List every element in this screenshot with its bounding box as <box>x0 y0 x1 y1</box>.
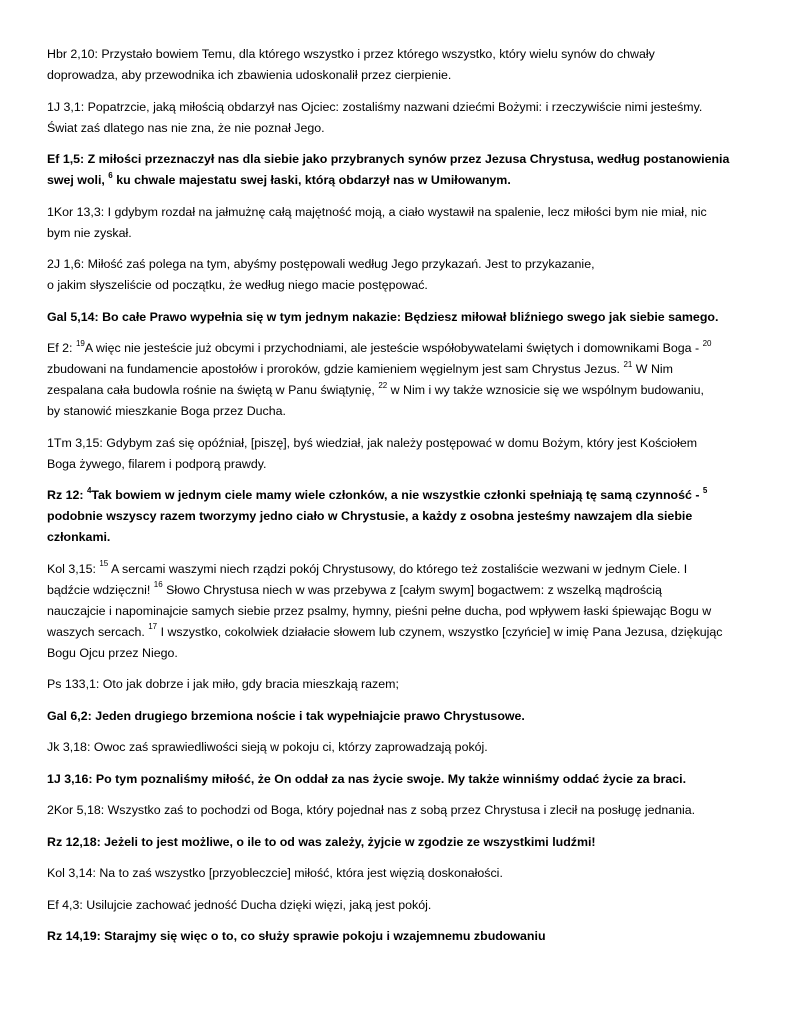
verse-line <box>47 65 762 86</box>
verse-text: Jk 3,18: Owoc zaś sprawiedliwości sieją w pokoju ci, którzy zaprowadzają pokój. <box>47 740 488 754</box>
verse-text: I wszystko, cokolwiek działacie słowem lub czynem, wszystko [czyńcie] w imię Pana Jezusa, dziękując <box>157 624 723 639</box>
verse-line <box>47 254 762 275</box>
verse-text: 1Tm 3,15: Gdybym zaś się opóźniał, [piszę], byś wiedział, jak należy postępować w domu Bożym, który jest Kościołem <box>47 435 698 450</box>
verse-line <box>47 737 762 758</box>
verse-text: doprowadza, aby przewodnika ich zbawienia udoskonalił przez cierpienie. <box>47 68 452 82</box>
verse-text: Kol 3,14: Na to zaś wszystko [przyobleczcie] miłość, która jest więzią doskonałości. <box>47 866 503 880</box>
verse-line <box>47 118 762 139</box>
verse-line <box>47 559 762 580</box>
verse-paragraph-ps-133-1 <box>47 674 762 695</box>
verse-line <box>47 97 762 118</box>
verse-line <box>47 307 762 328</box>
verse-text: A sercami waszymi niech rządzi pokój Chrystusowy, do którego też zostaliście wezwani w jednym Ciele. I <box>108 561 688 576</box>
verse-paragraph-rz-12 <box>47 485 762 548</box>
verse-text: ku chwale majestatu swej łaski, którą obdarzył nas w Umiłowanym. <box>112 173 511 187</box>
verse-text: Świat zaś dlatego nas nie zna, że nie poznał Jego. <box>47 120 325 135</box>
verse-line <box>47 674 762 695</box>
verse-paragraph-1j-3-16 <box>47 769 762 790</box>
verse-paragraph-1kor-13-3 <box>47 202 762 244</box>
verse-line <box>47 643 762 664</box>
verse-paragraph-2j-1-6 <box>47 254 762 296</box>
verse-text: Boga żywego, filarem i podporą prawdy. <box>47 456 267 471</box>
verse-text: Ps 133,1: Oto jak dobrze i jak miło, gdy bracia mieszkają razem; <box>47 677 399 691</box>
verse-line <box>47 202 762 223</box>
verse-line <box>47 622 762 643</box>
verse-paragraph-ef-1-5 <box>47 149 762 191</box>
verse-paragraph-kol-3-15 <box>47 559 762 664</box>
verse-line <box>47 506 762 527</box>
verse-text: 1J 3,1: Popatrzcie, jaką miłością obdarzył nas Ojciec: zostaliśmy nazwani dziećmi Bożymi: i rzeczywiście nimi jesteśmy. <box>47 99 703 114</box>
verse-line <box>47 275 762 296</box>
verse-text: Rz 12: <box>47 488 87 502</box>
verse-line <box>47 44 762 65</box>
verse-number: 15 <box>99 559 109 569</box>
verse-text: swej woli, <box>47 173 109 187</box>
verse-text: Rz 14,19: Starajmy się więc o to, co służy sprawie pokoju i wzajemnemu zbudowaniu <box>47 929 546 943</box>
verse-line <box>47 769 762 790</box>
verse-paragraph-1tm-3-15 <box>47 433 762 475</box>
verse-number: 6 <box>108 170 113 180</box>
verse-text: Hbr 2,10: Przystało bowiem Temu, dla którego wszystko i przez którego wszystko, który wielu synów do chwały <box>47 47 655 61</box>
verse-line <box>47 800 762 821</box>
verse-line <box>47 926 762 947</box>
verse-text: podobnie wszyscy razem tworzymy jedno ciało w Chrystusie, a każdy z osobna jesteśmy nawzajem dla siebie <box>47 509 693 523</box>
verse-line <box>47 527 762 548</box>
verse-number: 16 <box>153 580 163 590</box>
verse-paragraph-ef-4-3 <box>47 895 762 916</box>
verse-line <box>47 895 762 916</box>
verse-text: waszych sercach. <box>47 624 149 639</box>
verse-text: Ef 2: <box>47 341 76 355</box>
verse-line <box>47 601 762 622</box>
verse-text: 2J 1,6: Miłość zaś polega na tym, abyśmy postępowali według Jego przykazań. Jest to przykazanie, <box>47 257 595 271</box>
verse-paragraph-ef-2 <box>47 338 762 422</box>
verse-paragraph-jk-3-18 <box>47 737 762 758</box>
verse-text: zespalana cała budowla rośnie na świętą w Panu świątynię, <box>47 383 379 397</box>
verse-line <box>47 485 762 506</box>
verse-text: W Nim <box>632 362 673 376</box>
verse-text: o jakim słyszeliście od początku, że według niego macie postępować. <box>47 278 428 292</box>
verse-paragraph-kol-3-14 <box>47 863 762 884</box>
verse-text: Tak bowiem w jednym ciele mamy wiele członków, a nie wszystkie członki spełniają tę samą czynność - <box>91 488 703 502</box>
verse-text: Gal 5,14: Bo całe Prawo wypełnia się w tym jednym nakazie: Będziesz miłował bliźniego swego jak siebie samego. <box>47 309 719 324</box>
verse-text: zbudowani na fundamencie apostołów i proroków, gdzie kamieniem węgielnym jest sam Chrystus Jezus. <box>47 362 624 376</box>
verse-number: 5 <box>702 485 708 495</box>
verse-text: w Nim i wy także wznosicie się we wspólnym budowaniu, <box>387 383 704 397</box>
verse-text: Gal 6,2: Jeden drugiego brzemiona noście i tak wypełniajcie prawo Chrystusowe. <box>47 708 525 723</box>
verse-text: Ef 4,3: Usilujcie zachować jedność Ducha dzięki więzi, jaką jest pokój. <box>47 897 432 912</box>
verse-text: 2Kor 5,18: Wszystko zaś to pochodzi od Boga, który pojednał nas z sobą przez Chrystusa i zlecił na posługę jednania. <box>47 803 696 817</box>
verse-text: 1Kor 13,3: I gdybym rozdał na jałmużnę całą majętność moją, a ciało wystawił na spalenie, lecz miłości bym nie miał, nic <box>47 204 707 219</box>
verse-line <box>47 706 762 727</box>
verse-text: Bogu Ojcu przez Niego. <box>47 645 178 660</box>
verse-number: 17 <box>148 622 158 632</box>
verse-text: A więc nie jesteście już obcymi i przychodniami, ale jesteście współobywatelami świętych i domownikami Boga - <box>84 341 703 355</box>
verse-text: bądźcie wdzięczni! <box>47 582 154 597</box>
verse-line <box>47 580 762 601</box>
verse-line <box>47 863 762 884</box>
verse-line <box>47 454 762 475</box>
verse-number: 21 <box>623 359 633 369</box>
verse-text: Rz 12,18: Jeżeli to jest możliwe, o ile to od was zależy, żyjcie w zgodzie ze wszystkimi ludźmi! <box>47 834 596 849</box>
verse-paragraph-hbr-2-10 <box>47 44 762 86</box>
verse-paragraph-rz-14-19 <box>47 926 762 947</box>
verse-text: bym nie zyskał. <box>47 225 132 240</box>
verse-text: by stanowić mieszkanie Boga przez Ducha. <box>47 404 286 418</box>
verse-line <box>47 401 762 422</box>
verse-paragraph-rz-12-18 <box>47 832 762 853</box>
verse-paragraph-gal-6-2 <box>47 706 762 727</box>
verse-number: 22 <box>378 380 388 390</box>
verse-text: nauczajcie i napominajcie samych siebie przez psalmy, hymny, pieśni pełne ducha, pod wpływem łaski śpiewając Bogu w <box>47 603 712 618</box>
verse-line <box>47 170 762 191</box>
verse-line <box>47 223 762 244</box>
verse-text: Słowo Chrystusa niech w was przebywa z [całym swym] bogactwem: z wszelką mądrością <box>162 582 662 597</box>
verse-paragraph-2kor-5-18 <box>47 800 762 821</box>
verse-text: członkami. <box>47 530 111 544</box>
document-page <box>47 44 762 958</box>
verse-line <box>47 338 762 359</box>
verse-line <box>47 149 762 170</box>
verse-line <box>47 380 762 401</box>
verse-number: 20 <box>702 338 712 348</box>
verse-text: 1J 3,16: Po tym poznaliśmy miłość, że On oddał za nas życie swoje. My także winniśmy oddać życie za braci. <box>47 771 687 786</box>
verse-paragraph-gal-5-14 <box>47 307 762 328</box>
verse-line <box>47 832 762 853</box>
verse-number: 19 <box>75 338 85 348</box>
verse-paragraph-1j-3-1 <box>47 97 762 139</box>
verse-text: Ef 1,5: Z miłości przeznaczył nas dla siebie jako przybranych synów przez Jezusa Chrystusa, według postanowienia <box>47 152 730 166</box>
verse-line <box>47 359 762 380</box>
verse-text: Kol 3,15: <box>47 561 100 576</box>
verse-number: 4 <box>86 485 92 495</box>
verse-line <box>47 433 762 454</box>
